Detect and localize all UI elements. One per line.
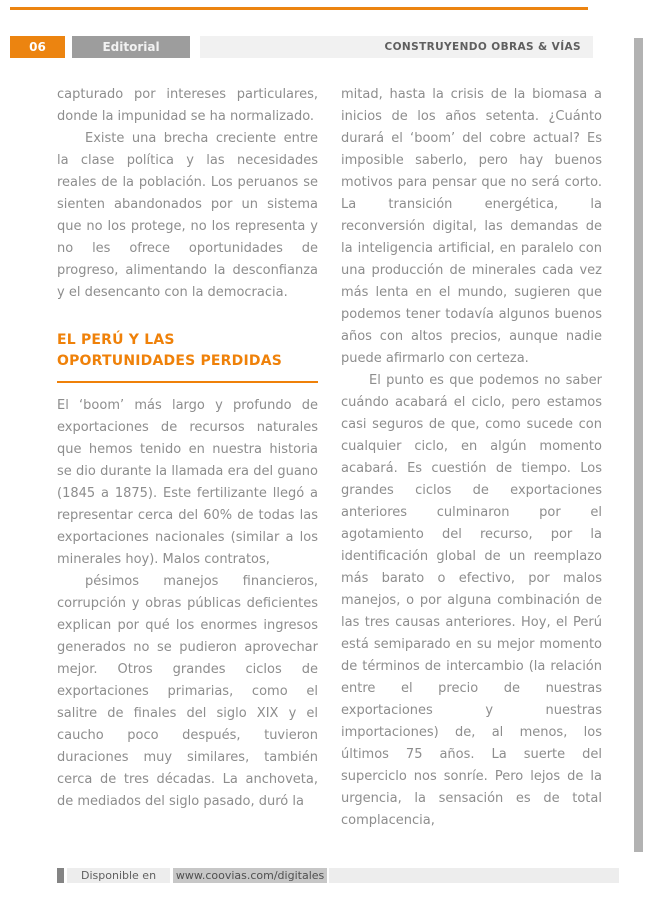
article-column-left (57, 84, 318, 832)
paragraph: El ‘boom’ más largo y profundo de exportaciones de recursos naturales que hemos tenido en nuestra historia se dio durante la llamada era del guano (1845 a 1875). Este fertilizante llegó a representar cerca del 60% de todas las exportaciones nacionales (similar a los minerales hoy). Malos contratos, (57, 398, 318, 567)
top-accent-rule (10, 7, 588, 10)
article-body (57, 84, 602, 832)
magazine-title-band (200, 36, 593, 58)
section-badge: Editorial (72, 36, 190, 58)
paragraph: capturado por intereses particulares, donde la impunidad se ha normalizado. (57, 87, 318, 124)
footer-marker-square (57, 868, 64, 883)
footer-filler-band (329, 868, 619, 883)
page-number-badge: 06 (10, 36, 65, 58)
paragraph: pésimos manejos financieros, corrupción y obras públicas deficientes explican por qué los enormes ingresos generados no se pudieron aprovechar mejor. Otros grandes ciclos de exportaciones primarias, como el salitre de finales del siglo XIX y el caucho poco después, tuvieron duraciones muy similares, también cerca de tres décadas. La anchoveta, de mediados del siglo pasado, duró la (57, 574, 318, 809)
paragraph: El punto es que podemos no saber cuándo acabará el ciclo, pero estamos casi seguros de que, como sucede con cualquier ciclo, en algún momento acabará. Es cuestión de tiempo. Los grandes ciclos de exportaciones anteriores culminaron por el agotamiento del recurso, por la identificación global de un reemplazo más barato o efectivo, por malos manejos, o por alguna combinación de las tres causas anteriores. Hoy, el Perú está semiparado en su mejor momento de términos de intercambio (la relación entre el precio de nuestras exportaciones y nuestras importaciones) de, al menos, los últimos 75 años. La suerte del superciclo nos sonríe. Pero lejos de la urgencia, la sensación es de total complacencia, (341, 373, 602, 828)
paragraph: mitad, hasta la crisis de la biomasa a inicios de los años setenta. ¿Cuánto durará el ‘boom’ del cobre actual? Es imposible saberlo, pero hay buenos motivos para pensar que no será corto. La transición energética, la reconversión digital, las demandas de la inteligencia artificial, en paralelo con una producción de minerales cada vez más lenta en el mundo, sugieren que podemos tener todavía algunos buenos años con altos precios, aunque nadie puede afirmarlo con certeza. (341, 87, 602, 366)
paragraph: Existe una brecha creciente entre la clase política y las necesidades reales de la población. Los peruanos se sienten abandonados por un sistema que no los protege, no los representa y no les ofrece oportunidades de progreso, alimentando la desconfianza y el desencanto con la democracia. (57, 131, 318, 300)
page-header (10, 36, 593, 58)
page-footer (57, 868, 619, 883)
magazine-title: CONSTRUYENDO OBRAS & VÍAS (384, 41, 581, 53)
footer-url-link[interactable]: www.coovias.com/digitales (173, 868, 327, 883)
page-edge-bar (634, 38, 643, 852)
section-heading: EL PERÚ Y LAS OPORTUNIDADES PERDIDAS (57, 330, 318, 383)
footer-available-label: Disponible en (67, 868, 170, 883)
article-column-right (341, 84, 602, 832)
